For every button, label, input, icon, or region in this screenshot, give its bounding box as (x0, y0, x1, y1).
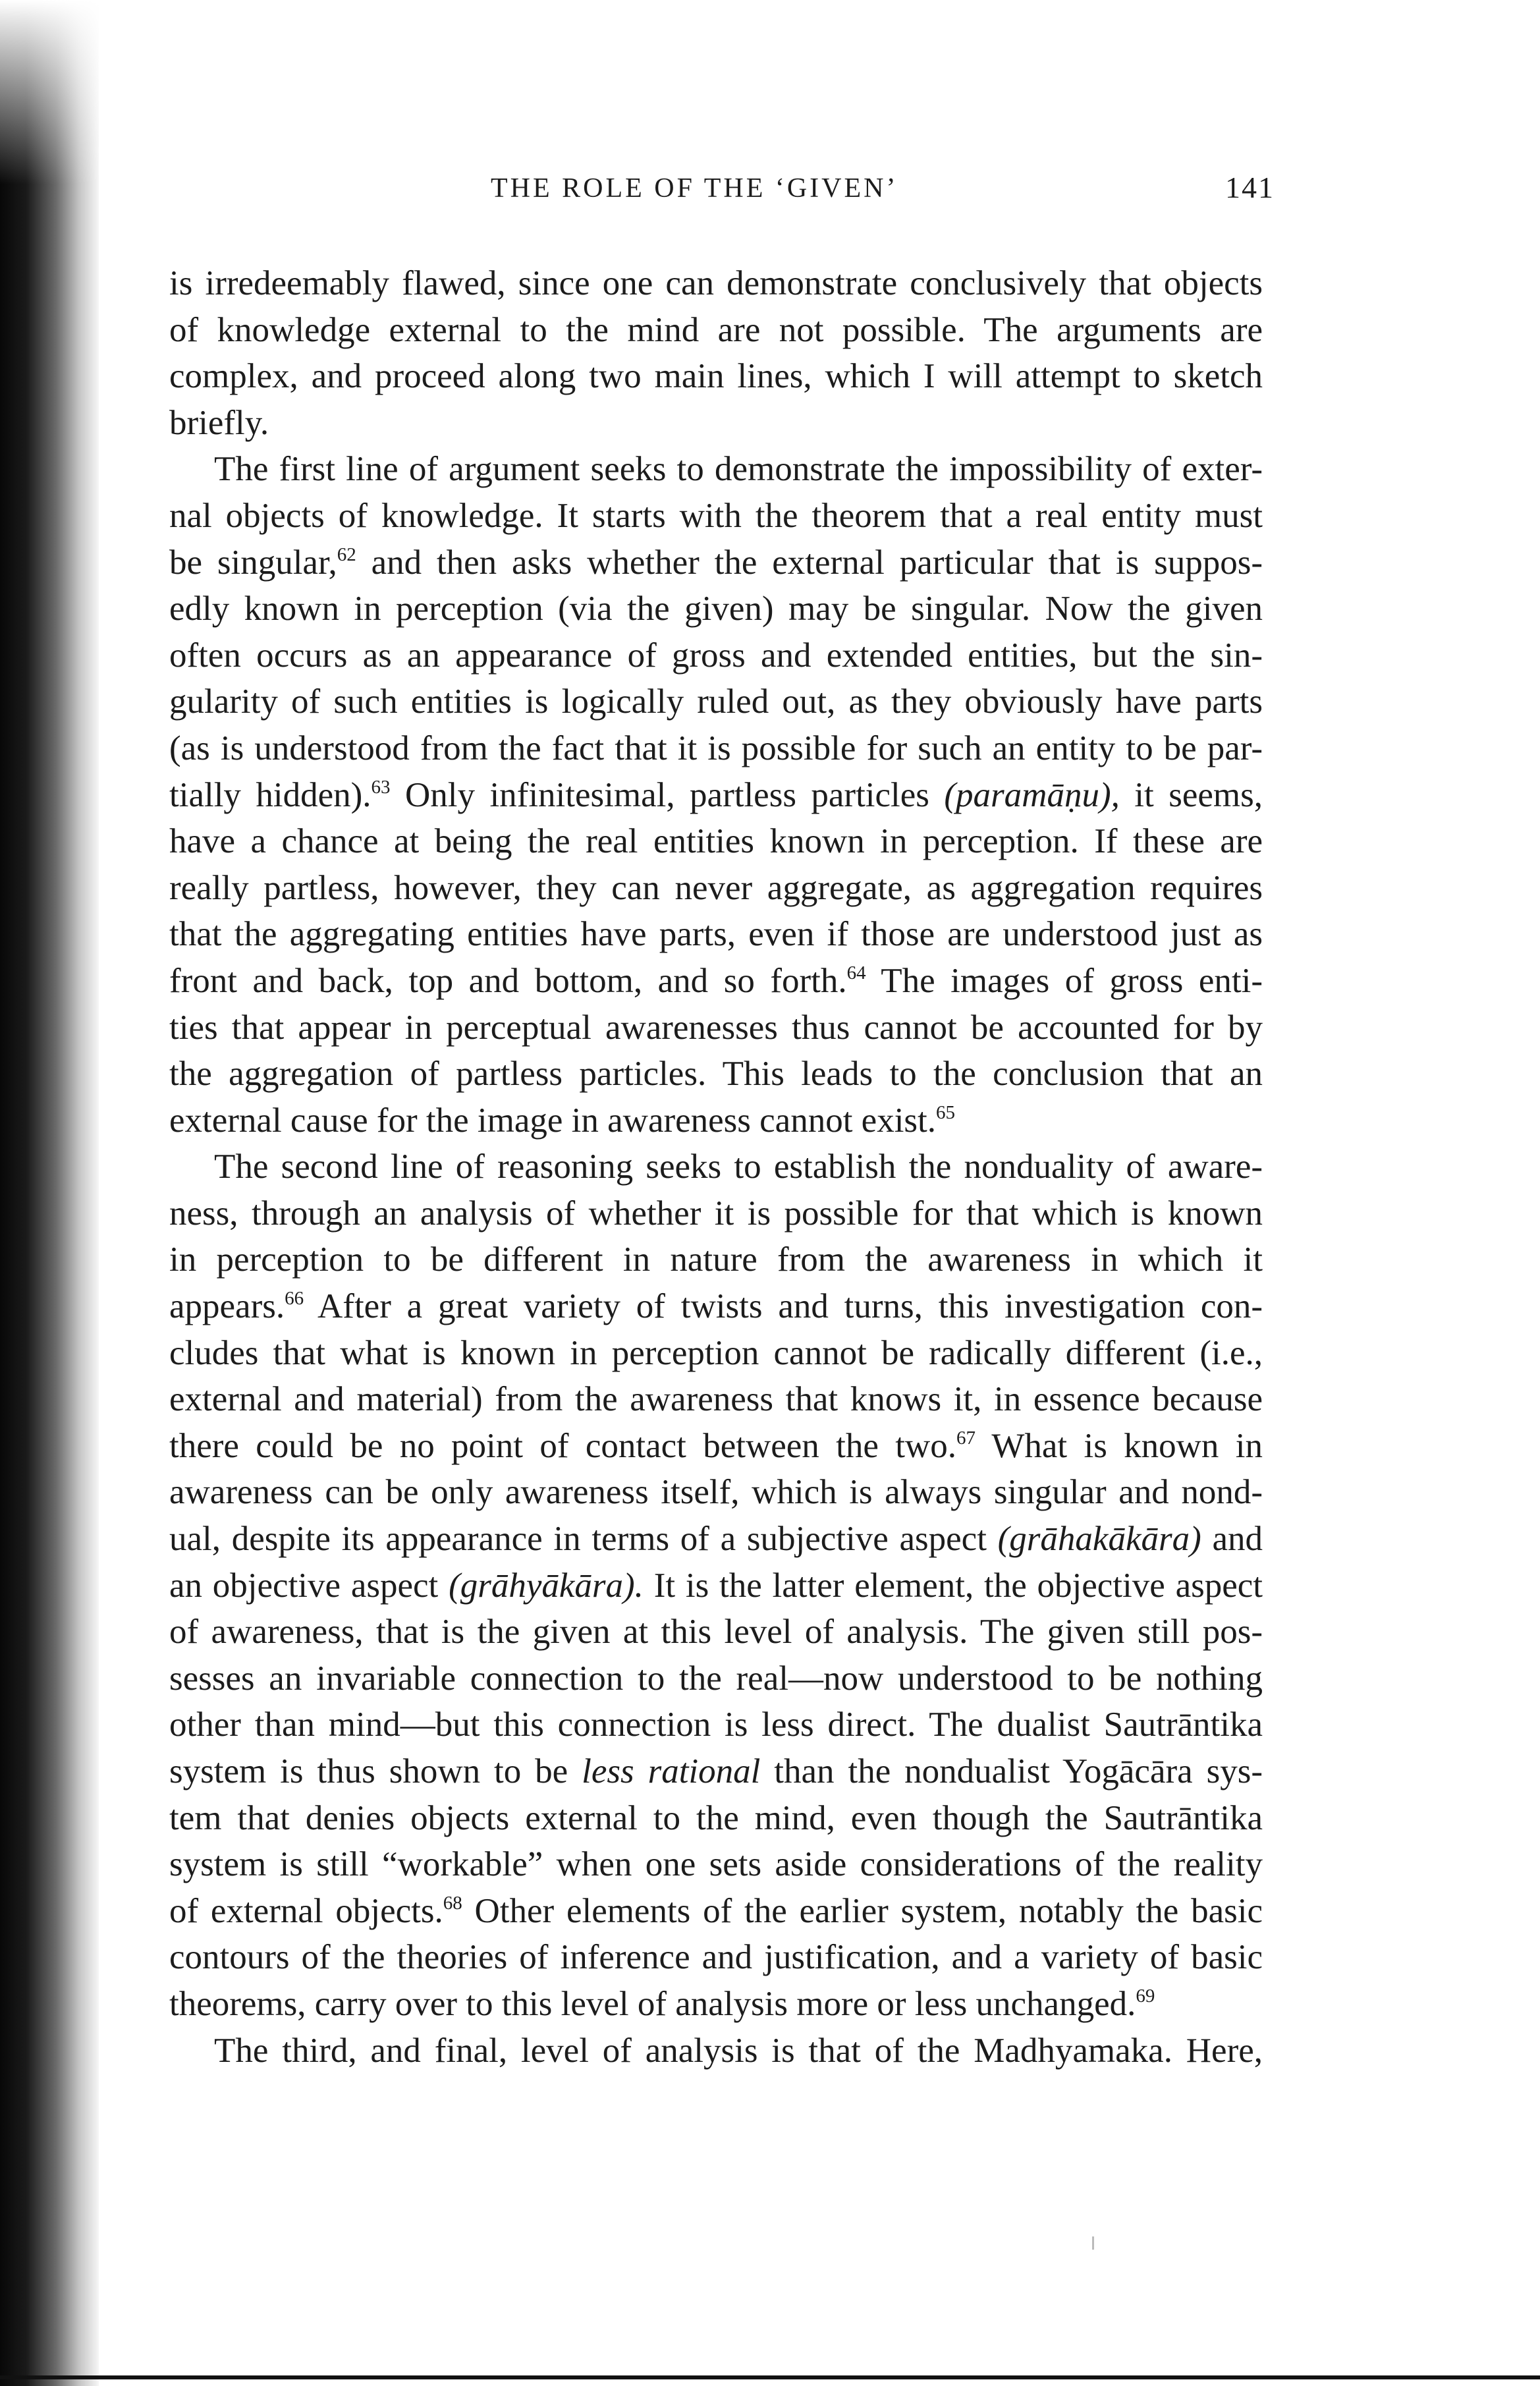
italic-term: less rational (582, 1752, 761, 1790)
text-line: have a chance at being the real entities known in perception. If these are (169, 822, 1263, 861)
page-number: 141 (1225, 171, 1275, 204)
text-line: awareness can be only awareness itself, which is always singular and nond- (169, 1473, 1263, 1512)
text-line: that the aggregating entities have parts, even if those are understood just as (169, 915, 1263, 954)
italic-term: (paramāṇu), (944, 775, 1120, 814)
text-line: edly known in perception (via the given) may be singular. Now the given (169, 590, 1263, 628)
text-line: external cause for the image in awareness cannot exist.$^{65}$ (169, 1101, 956, 1140)
text-line: of knowledge external to the mind are not possible. The arguments are (169, 310, 1263, 349)
footnote-ref: 62 (337, 543, 356, 565)
text-line: of external objects.$^{68}$ Other elements of the earlier system, notably the basic (169, 1891, 1263, 1930)
text-line: the aggregation of partless particles. This leads to the conclusion that an (169, 1055, 1263, 1094)
text-line: an objective aspect (grāhyākāra). It is the latter element, the objective aspect (169, 1566, 1263, 1605)
text-line: ual, despite its appearance in terms of a subjective aspect (grāhakākāra) and (169, 1520, 1263, 1559)
text-line: contours of the theories of inference and justification, and a variety of basic (169, 1938, 1263, 1977)
text-line: other than mind—but this connection is less direct. The dualist Sautrāntika (169, 1706, 1263, 1744)
scan-speck (1092, 2236, 1094, 2250)
text-line: gularity of such entities is logically ruled out, as they obviously have parts (169, 682, 1263, 721)
text-line: nal objects of knowledge. It starts with the theorem that a real entity must (169, 496, 1263, 535)
page-header (0, 173, 1540, 219)
text-line: in perception to be different in nature from the awareness in which it (169, 1240, 1263, 1279)
scan-edge-rule (0, 2375, 1540, 2379)
footnote-ref: 64 (846, 962, 866, 984)
gutter-fade (0, 0, 211, 184)
body-text (169, 260, 1263, 2074)
text-line: tially hidden).$^{63}$ Only infinitesimal, partless particles (paramāṇu), it seems, (169, 775, 1263, 814)
text-line: briefly. (169, 403, 269, 442)
text-line: system is still “workable” when one sets aside considerations of the reality (169, 1845, 1263, 1884)
footnote-ref: 69 (1136, 1985, 1155, 2007)
italic-term: (grāhakākāra) (997, 1520, 1201, 1559)
text-line: tem that denies objects external to the mind, even though the Sautrāntika (169, 1798, 1263, 1837)
text-line: there could be no point of contact between the two.$^{67}$ What is known in (169, 1426, 1263, 1465)
footnote-ref: 67 (956, 1427, 976, 1449)
text-line: appears.$^{66}$ After a great variety of twists and turns, this investigation con- (169, 1287, 1263, 1326)
text-line: of awareness, that is the given at this level of analysis. The given still pos- (169, 1613, 1263, 1651)
text-line: front and back, top and bottom, and so forth.$^{64}$ The images of gross enti- (169, 961, 1263, 1000)
text-line: is irredeemably flawed, since one can demonstrate conclusively that objects (169, 264, 1263, 302)
text-line: cludes that what is known in perception cannot be radically different (i.e., (169, 1333, 1263, 1372)
text-line: (as is understood from the fact that it is possible for such an entity to be par- (169, 729, 1263, 767)
footnote-ref: 66 (285, 1288, 304, 1310)
page-gutter-shadow (0, 0, 99, 2386)
paragraph-first-line: The first line of argument seeks to demonstrate the impossibility of exter- (214, 450, 1263, 489)
text-line: sesses an invariable connection to the real—now understood to be nothing (169, 1659, 1263, 1698)
footnote-ref: 68 (443, 1892, 462, 1914)
italic-term: (grāhyākāra). (449, 1566, 644, 1605)
text-line: really partless, however, they can never aggregate, as aggregation requires (169, 868, 1263, 907)
running-head: THE ROLE OF THE ‘GIVEN’ (491, 173, 898, 204)
text-line: ties that appear in perceptual awarenesses thus cannot be accounted for by (169, 1008, 1263, 1047)
footnote-ref: 63 (371, 776, 391, 798)
text-line: complex, and proceed along two main lines, which I will attempt to sketch (169, 357, 1263, 396)
text-line: system is thus shown to be less rational than the nondualist Yogācāra sys- (169, 1752, 1263, 1790)
footnote-ref: 65 (936, 1101, 956, 1123)
text-line: theorems, carry over to this level of analysis more or less unchanged.$^{69}$ (169, 1984, 1155, 2023)
text-line: external and material) from the awareness that knows it, in essence because (169, 1380, 1263, 1419)
text-line: ness, through an analysis of whether it is possible for that which is known (169, 1194, 1263, 1233)
text-line: often occurs as an appearance of gross and extended entities, but the sin- (169, 636, 1263, 675)
paragraph-first-line: The second line of reasoning seeks to establish the nonduality of aware- (214, 1148, 1263, 1186)
text-line: be singular,$^{62}$ and then asks whether the external particular that is suppos- (169, 543, 1263, 582)
paragraph-first-line: The third, and final, level of analysis is that of the Madhyamaka. Here, (214, 2031, 1263, 2070)
